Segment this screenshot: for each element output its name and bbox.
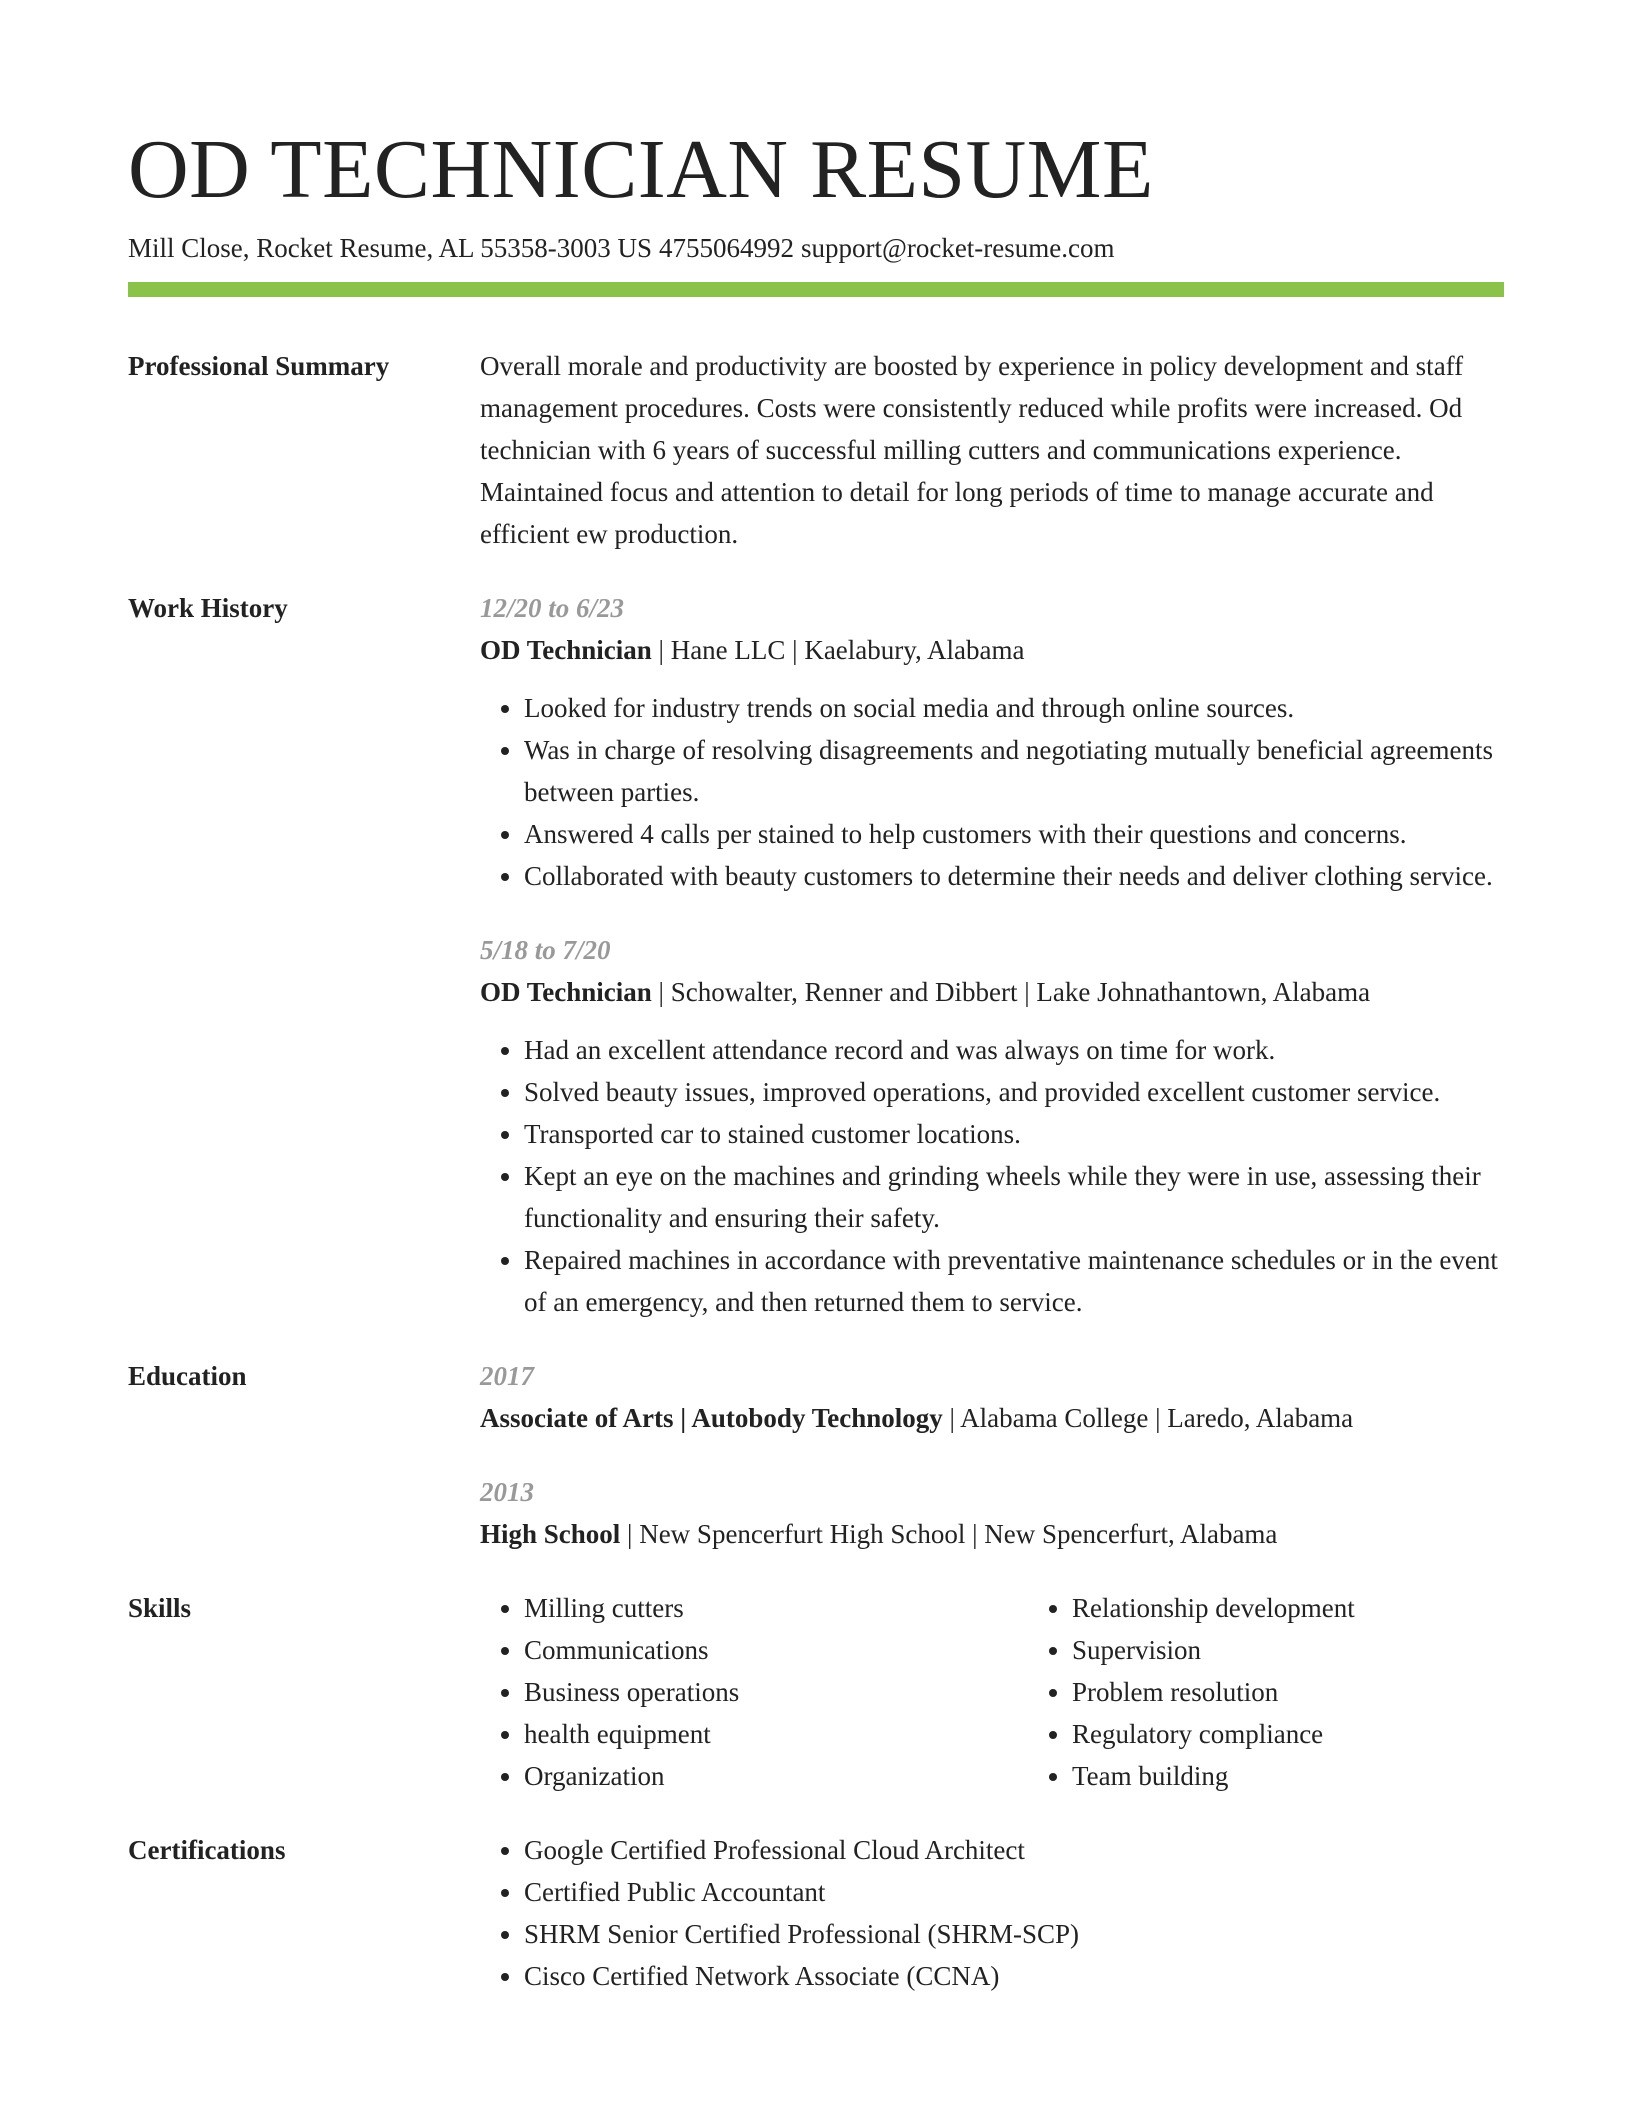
- job-title: OD Technician: [480, 635, 652, 665]
- summary-heading: Professional Summary: [128, 351, 390, 381]
- skills-body: [480, 1587, 1576, 1797]
- certification-item: • Cisco Certified Network Associate (CCNA): [524, 1955, 1504, 1997]
- contact-address: Mill Close, Rocket Resume, AL 55358-3003 US: [128, 233, 652, 263]
- certifications-heading: Certifications: [128, 1835, 286, 1865]
- job-entry: [480, 929, 1504, 1323]
- education-entry: [480, 1355, 1504, 1439]
- education-heading-line: [480, 1397, 1504, 1439]
- skill-item: • Communications: [524, 1629, 1028, 1671]
- skill-item: • health equipment: [524, 1713, 1028, 1755]
- job-bullet: • Looked for industry trends on social media and through online sources.: [524, 687, 1504, 729]
- job-bullet: • Collaborated with beauty customers to determine their needs and deliver clothing service.: [524, 855, 1504, 897]
- skill-item: • Relationship development: [1072, 1587, 1576, 1629]
- skill-item: • Organization: [524, 1755, 1028, 1797]
- skills-section: [128, 1587, 1504, 1797]
- skill-item: • Supervision: [1072, 1629, 1576, 1671]
- education-entry: [480, 1471, 1504, 1555]
- job-employer: | Schowalter, Renner and Dibbert | Lake Johnathantown, Alabama: [651, 977, 1371, 1007]
- education-section: [128, 1355, 1504, 1555]
- job-employer: | Hane LLC | Kaelabury, Alabama: [651, 635, 1025, 665]
- education-degree: Associate of Arts | Autobody Technology: [480, 1403, 943, 1433]
- skill-item: • Problem resolution: [1072, 1671, 1576, 1713]
- certification-item: • Google Certified Professional Cloud Architect: [524, 1829, 1504, 1871]
- summary-section: [128, 345, 1504, 555]
- contact-line: [128, 230, 1504, 266]
- education-heading: Education: [128, 1361, 247, 1391]
- skill-item: • Milling cutters: [524, 1587, 1028, 1629]
- job-bullet: • Transported car to stained customer locations.: [524, 1113, 1504, 1155]
- education-degree: High School: [480, 1519, 621, 1549]
- skill-item: • Business operations: [524, 1671, 1028, 1713]
- job-bullets: [480, 1029, 1504, 1323]
- job-bullets: [480, 687, 1504, 897]
- education-year: 2017: [480, 1361, 534, 1391]
- job-heading: [480, 971, 1504, 1013]
- certification-item: • Certified Public Accountant: [524, 1871, 1504, 1913]
- job-heading: [480, 629, 1504, 671]
- work-history-body: [480, 587, 1504, 1323]
- header-divider: [128, 282, 1504, 297]
- job-title: OD Technician: [480, 977, 652, 1007]
- summary-text: Overall morale and productivity are boosted by experience in policy development and staff management procedures. Costs were consistently reduced while profits were increased. Od technician with 6 years of successful milling cutters and communications experience. Maintained focus and attention to detail for long periods of time to manage accurate and efficient ew production.: [480, 351, 1464, 549]
- contact-email: support@rocket-resume.com: [800, 233, 1115, 263]
- skill-item: • Team building: [1072, 1755, 1576, 1797]
- certifications-list: [480, 1829, 1504, 1997]
- education-school: | Alabama College | Laredo, Alabama: [942, 1403, 1354, 1433]
- education-year: 2013: [480, 1477, 534, 1507]
- resume-page: [128, 120, 1504, 1997]
- job-bullet: • Answered 4 calls per stained to help customers with their questions and concerns.: [524, 813, 1504, 855]
- skill-item: • Regulatory compliance: [1072, 1713, 1576, 1755]
- certifications-section: [128, 1829, 1504, 1997]
- job-bullet: • Had an excellent attendance record and was always on time for work.: [524, 1029, 1504, 1071]
- resume-title: OD TECHNICIAN RESUME: [128, 123, 1154, 216]
- education-body: [480, 1355, 1504, 1555]
- skills-column-right: [1028, 1587, 1576, 1797]
- job-bullet: • Solved beauty issues, improved operations, and provided excellent customer service.: [524, 1071, 1504, 1113]
- education-heading-line: [480, 1513, 1504, 1555]
- job-dates: 12/20 to 6/23: [480, 593, 625, 623]
- education-school: | New Spencerfurt High School | New Spencerfurt, Alabama: [620, 1519, 1278, 1549]
- job-bullet: • Repaired machines in accordance with preventative maintenance schedules or in the event of an emergency, and then returned them to service.: [524, 1239, 1504, 1323]
- skills-heading: Skills: [128, 1593, 192, 1623]
- certification-item: • SHRM Senior Certified Professional (SHRM-SCP): [524, 1913, 1504, 1955]
- certifications-body: [480, 1829, 1504, 1997]
- job-bullet: • Was in charge of resolving disagreements and negotiating mutually beneficial agreements between parties.: [524, 729, 1504, 813]
- contact-phone: 4755064992: [658, 233, 794, 263]
- work-history-heading: Work History: [128, 593, 288, 623]
- job-entry: [480, 587, 1504, 897]
- skills-column-left: [480, 1587, 1028, 1797]
- work-history-section: [128, 587, 1504, 1323]
- job-bullet: • Kept an eye on the machines and grinding wheels while they were in use, assessing their functionality and ensuring their safety.: [524, 1155, 1504, 1239]
- job-dates: 5/18 to 7/20: [480, 935, 611, 965]
